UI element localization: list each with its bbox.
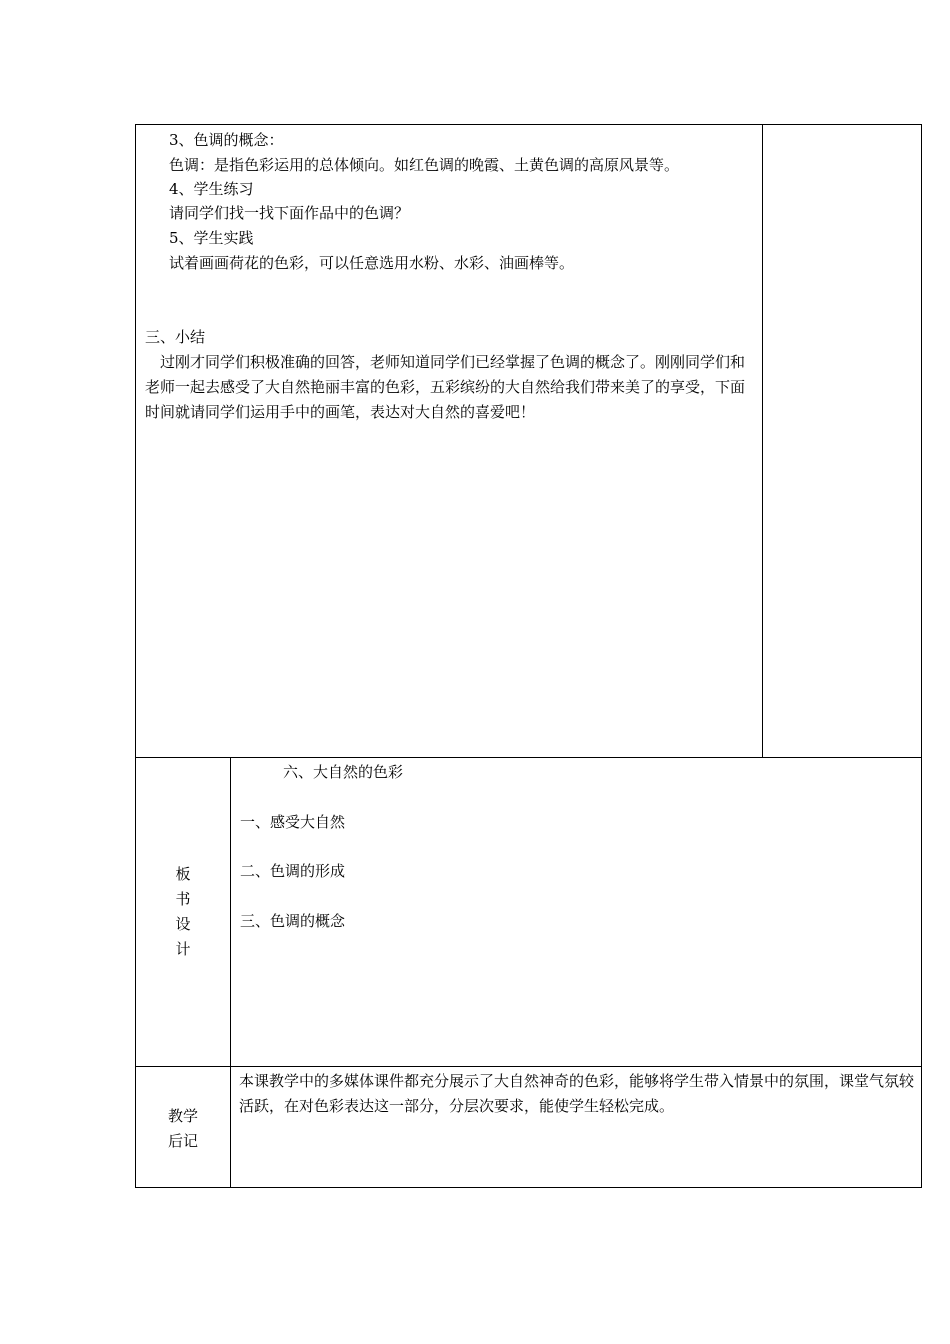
board-design-item-1: 一、感受大自然 bbox=[240, 813, 346, 831]
label-char: 计 bbox=[175, 940, 191, 958]
section-3-body: 色调：是指色彩运用的总体倾向。如红色调的晚霞、土黄色调的高原风景等。 bbox=[169, 156, 680, 174]
notes-cell bbox=[762, 124, 922, 758]
label-line: 教学 bbox=[167, 1107, 198, 1125]
label-line: 后记 bbox=[167, 1132, 198, 1150]
section-5-body: 试着画画荷花的色彩，可以任意选用水粉、水彩、油画棒等。 bbox=[169, 254, 575, 272]
label-char: 板 bbox=[175, 865, 191, 883]
board-design-label bbox=[163, 862, 203, 962]
content-cell bbox=[135, 124, 763, 758]
board-design-title: 六、大自然的色彩 bbox=[283, 763, 404, 781]
label-char: 设 bbox=[175, 915, 191, 933]
reflection-label bbox=[159, 1104, 207, 1154]
reflection-label-cell bbox=[135, 1066, 231, 1188]
board-design-item-3: 三、色调的概念 bbox=[240, 912, 346, 930]
board-design-content-cell bbox=[230, 757, 922, 1067]
reflection-content-cell bbox=[230, 1066, 922, 1188]
board-design-item-2: 二、色调的形成 bbox=[240, 862, 346, 880]
section-4-heading: 4、学生练习 bbox=[169, 180, 254, 198]
section-3-heading: 3、色调的概念： bbox=[169, 131, 284, 149]
label-char: 书 bbox=[175, 890, 191, 908]
section-5-heading: 5、学生实践 bbox=[169, 229, 254, 247]
board-design-label-cell bbox=[135, 757, 231, 1067]
section-4-body: 请同学们找一找下面作品中的色调？ bbox=[169, 204, 410, 222]
summary-text: 过刚才同学们积极准确的回答，老师知道同学们已经掌握了色调的概念了。刚刚同学们和老师一起去感受了大自然艳丽丰富的色彩，五彩缤纷的大自然给我们带来美了的享受，下面时间就请同学们运用手中的画笔，表达对大自然的喜爱吧！ bbox=[145, 353, 746, 421]
reflection-text: 本课教学中的多媒体课件都充分展示了大自然神奇的色彩，能够将学生带入情景中的氛围，课堂气氛较活跃，在对色彩表达这一部分，分层次要求，能使学生轻松完成。 bbox=[239, 1072, 915, 1115]
summary-heading: 三、小结 bbox=[145, 328, 206, 346]
